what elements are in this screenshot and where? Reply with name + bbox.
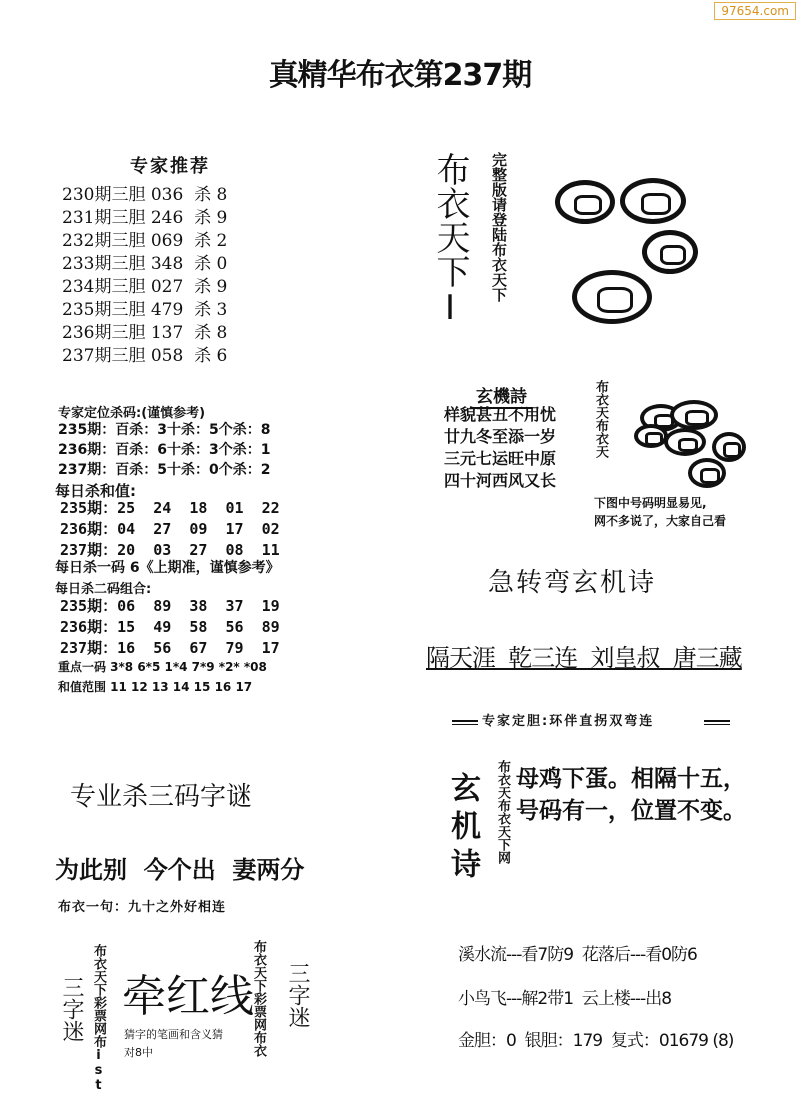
position-kill-row: 235期：百杀：3十杀：5个杀：8	[58, 422, 271, 438]
buyi-login-note: 完整版请登陆布衣天下	[490, 152, 508, 302]
daily-sum-list	[60, 498, 280, 561]
poem-line-2: 号码有一，位置不变。	[516, 798, 746, 824]
expert-banner-left-rule	[452, 720, 478, 725]
daily-sum-row: 237期：20 03 27 08 11	[60, 541, 280, 559]
riddle-hint-2: 对8中	[124, 1046, 153, 1059]
poem-line: 四十河西风又长	[444, 471, 557, 490]
code-line-1: 溪水流---看7防9 花落后---看0防6	[458, 945, 697, 965]
position-kill-row: 237期：百杀：5十杀：0个杀：2	[58, 462, 271, 478]
position-kill-list	[58, 420, 270, 480]
xuanji-note-1: 下图中号码明显易见,	[594, 496, 707, 510]
riddle-text: 为此别 今个出 妻两分	[55, 856, 305, 884]
three-char-riddle-right: 三字迷	[285, 962, 310, 1028]
expert-row: 230期三胆 036 杀 8	[62, 185, 228, 205]
expert-row: 231期三胆 246 杀 9	[62, 208, 228, 228]
xuanji-big-side: 布衣天布衣天下网	[495, 760, 510, 864]
stone-picture	[630, 398, 750, 488]
page-title: 真精华布衣第237期	[268, 58, 532, 93]
three-char-riddle-left: 三字迷	[59, 976, 84, 1042]
expert-banner: 专家定胆:环伴直拐双弯连	[482, 714, 655, 729]
expert-row: 235期三胆 479 杀 3	[62, 300, 228, 320]
position-kill-heading: 专家定位杀码:(谨慎参考)	[58, 406, 206, 421]
sum-range: 和值范围 11 12 13 14 15 16 17	[58, 680, 253, 694]
expert-heading: 专家推荐	[130, 156, 210, 177]
daily-sum-heading: 每日杀和值:	[55, 482, 136, 500]
xuanji-big-title: 玄机诗	[445, 772, 480, 886]
expert-list	[62, 184, 227, 368]
buyi-tianxia-title: 布衣天下I	[430, 152, 470, 328]
vertical-brand-left: 布衣天下彩票网布ist	[91, 944, 106, 1093]
daily-two-row: 237期：16 56 67 79 17	[60, 639, 280, 657]
turn-poem-title: 急转弯玄机诗	[488, 568, 657, 598]
site-watermark: 97654.com	[714, 2, 796, 20]
daily-sum-row: 236期：04 27 09 17 02	[60, 520, 280, 538]
key-code: 重点一码 3*8 6*5 1*4 7*9 *2* *08	[58, 660, 267, 674]
expert-row: 236期三胆 137 杀 8	[62, 323, 228, 343]
expert-row: 234期三胆 027 杀 9	[62, 277, 228, 297]
xuanji-note-2: 网不多说了，大家自己看	[594, 514, 727, 528]
poem-line: 样貌甚丑不用忧	[444, 405, 557, 424]
expert-row: 237期三胆 058 杀 6	[62, 346, 228, 366]
xuanji-poem-lines	[444, 404, 556, 492]
riddle-names: 隔天涯 乾三连 刘皇叔 唐三藏	[426, 644, 742, 672]
xuanji-side-brand: 布衣天布衣天	[593, 380, 608, 458]
expert-banner-right-rule	[704, 720, 730, 725]
riddle-title: 专业杀三码字谜	[70, 782, 253, 812]
red-thread-riddle: 牵红线	[122, 971, 254, 1022]
daily-sum-row: 235期：25 24 18 01 22	[60, 499, 280, 517]
vertical-brand-right: 布衣天下彩票网布衣	[251, 940, 266, 1057]
code-line-3: 金胆：0 银胆：179 复式：01679 (8)	[458, 1031, 734, 1051]
buyi-sentence: 布衣一句：九十之外好相连	[58, 900, 227, 915]
expert-row: 232期三胆 069 杀 2	[62, 231, 228, 251]
daily-two-row: 235期：06 89 38 37 19	[60, 597, 280, 615]
code-line-2: 小鸟飞---解2带1 云上楼---出8	[458, 989, 672, 1009]
expert-row: 233期三胆 348 杀 0	[62, 254, 228, 274]
daily-two-row: 236期：15 49 58 56 89	[60, 618, 280, 636]
poem-line-1: 母鸡下蛋。相隔十五，	[516, 766, 746, 792]
position-kill-row: 236期：百杀：6十杀：3个杀：1	[58, 442, 271, 458]
daily-kill-one: 每日杀一码 6《上期准，谨慎参考》	[55, 560, 280, 576]
daily-two-heading: 每日杀二码组合:	[55, 582, 152, 597]
riddle-hint: 猜字的笔画和含义猜	[124, 1028, 223, 1041]
daily-two-list	[60, 596, 280, 659]
poem-line: 廿九冬至添一岁	[444, 427, 557, 446]
xuanji-poem-heading: 玄機詩	[470, 382, 533, 409]
coin-picture	[550, 170, 700, 330]
poem-line: 三元七运旺中原	[444, 449, 557, 468]
